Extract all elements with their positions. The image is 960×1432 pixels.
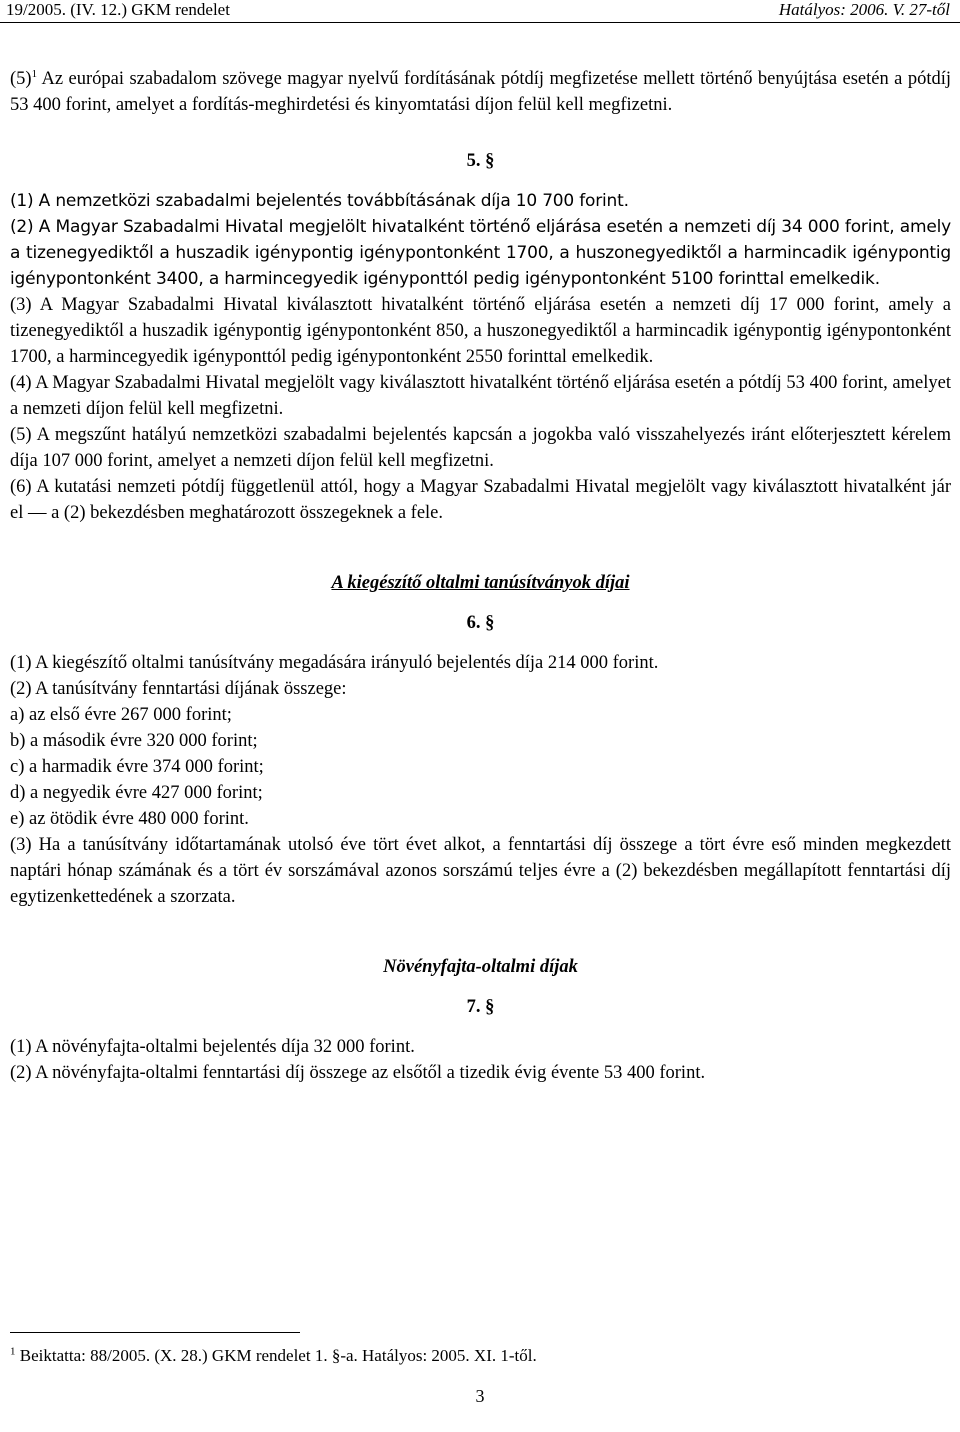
section-heading-5: 5. § [466, 151, 495, 171]
paragraph-6-1: (1) A kiegészítő oltalmi tanúsítvány megadására irányuló bejelentés díja 214 000 forint. [10, 653, 659, 673]
paragraph-5-6: (6) A kutatási nemzeti pótdíj függetlenül attól, hogy a Magyar Szabadalmi Hivatal megjelölt vagy kiválasztott hivatalként jár el — a (2) bekezdésben meghatározott összegeknek a fele. [10, 477, 951, 523]
footnote-divider [10, 1332, 300, 1333]
paragraph-5-5: (5) A megszűnt hatályú nemzetközi szabadalmi bejelentés kapcsán a jogokba való visszahelyezés iránt előterjesztett kérelem díja 107 000 forint, amelyet a nemzeti díjon felül kell megfizetni. [10, 425, 951, 471]
footnote: $^1$ Beiktatta: 88/2005. (X. 28.) GKM rendelet 1. §-a. Hatályos: 2005. XI. 1-től. [10, 1345, 537, 1365]
footnote-ref[interactable]: 1 [31, 67, 38, 80]
paragraph-5-3: (3) A Magyar Szabadalmi Hivatal kiválasztott hivatalként történő eljárása esetén a nemzeti díj 17 000 forint, amely a tizenegyediktől a huszadik igénypontig igénypontonként 850, a huszonegyediktől a harmincadik igénypontig igénypontonként 1700, a harmincegyedik igényponttól pedig igénypontonként 2550 forinttal emelkedik. [10, 295, 951, 367]
section-title-supplementary: A kiegészítő oltalmi tanúsítványok díjai [331, 573, 630, 593]
paragraph-7-1: (1) A növényfajta-oltalmi bejelentés díja 32 000 forint. [10, 1037, 415, 1057]
section-title-plant-variety: Növényfajta-oltalmi díjak [383, 957, 578, 977]
paragraph-6-2: (2) A tanúsítvány fenntartási díjának összege: [10, 679, 347, 699]
paragraph-6-3: (3) Ha a tanúsítvány időtartamának utolsó éve tört évet alkot, a fenntartási díj összege a tört évre eső minden megkezdett naptári hónap számának és a tört év sorszámával azonos sorszámú teljes évre a (2) bekezdésben megállapított fenntartási díj egytizenkettedének a szorzata. [10, 835, 951, 907]
document-body [10, 66, 951, 1086]
paragraph-5-4: (4) A Magyar Szabadalmi Hivatal megjelölt vagy kiválasztott hivatalként történő eljárása esetén a pótdíj 53 400 forint, amelyet a nemzeti díjon felül kell megfizetni. [10, 373, 951, 419]
header-regulation: 19/2005. (IV. 12.) GKM rendelet [6, 0, 230, 19]
list-item-b: b) a második évre 320 000 forint; [10, 731, 258, 751]
paragraph-5-2: (2) A Magyar Szabadalmi Hivatal megjelölt hivatalként történő eljárása esetén a nemzeti díj 34 000 forint, amely a tizenegyediktől a huszadik igénypontig igénypontonként 1700, a huszonegyediktől a harmincadik igénypontig igénypontonként 3400, a harmincegyedik igényponttól pedig igénypontonként 5100 forinttal emelkedik. [10, 217, 951, 289]
section-heading-7: 7. § [466, 997, 495, 1017]
list-item-c: c) a harmadik évre 374 000 forint; [10, 757, 264, 777]
paragraph-7-2: (2) A növényfajta-oltalmi fenntartási díj összege az elsőtől a tizedik évig évente 53 400 forint. [10, 1063, 706, 1083]
page-number: 3 [475, 1386, 485, 1406]
paragraph-4-5: $(5)^1$ Az európai szabadalom szövege magyar nyelvű fordításának pótdíj megfizetése mellett történő benyújtása esetén a pótdíj 53 400 forint, amelyet a fordítás-meghirdetési és kinyomtatási díjon felül kell megfizetni. [10, 67, 951, 115]
list-item-e: e) az ötödik évre 480 000 forint. [10, 809, 249, 829]
section-heading-6: 6. § [466, 613, 495, 633]
header-effective-date: Hatályos: 2006. V. 27-től [778, 0, 950, 19]
paragraph-5-1: (1) A nemzetközi szabadalmi bejelentés továbbításának díja 10 700 forint. [10, 191, 629, 211]
page-header [0, 0, 960, 23]
list-item-d: d) a negyedik évre 427 000 forint; [10, 783, 263, 803]
list-item-a: a) az első évre 267 000 forint; [10, 705, 232, 725]
